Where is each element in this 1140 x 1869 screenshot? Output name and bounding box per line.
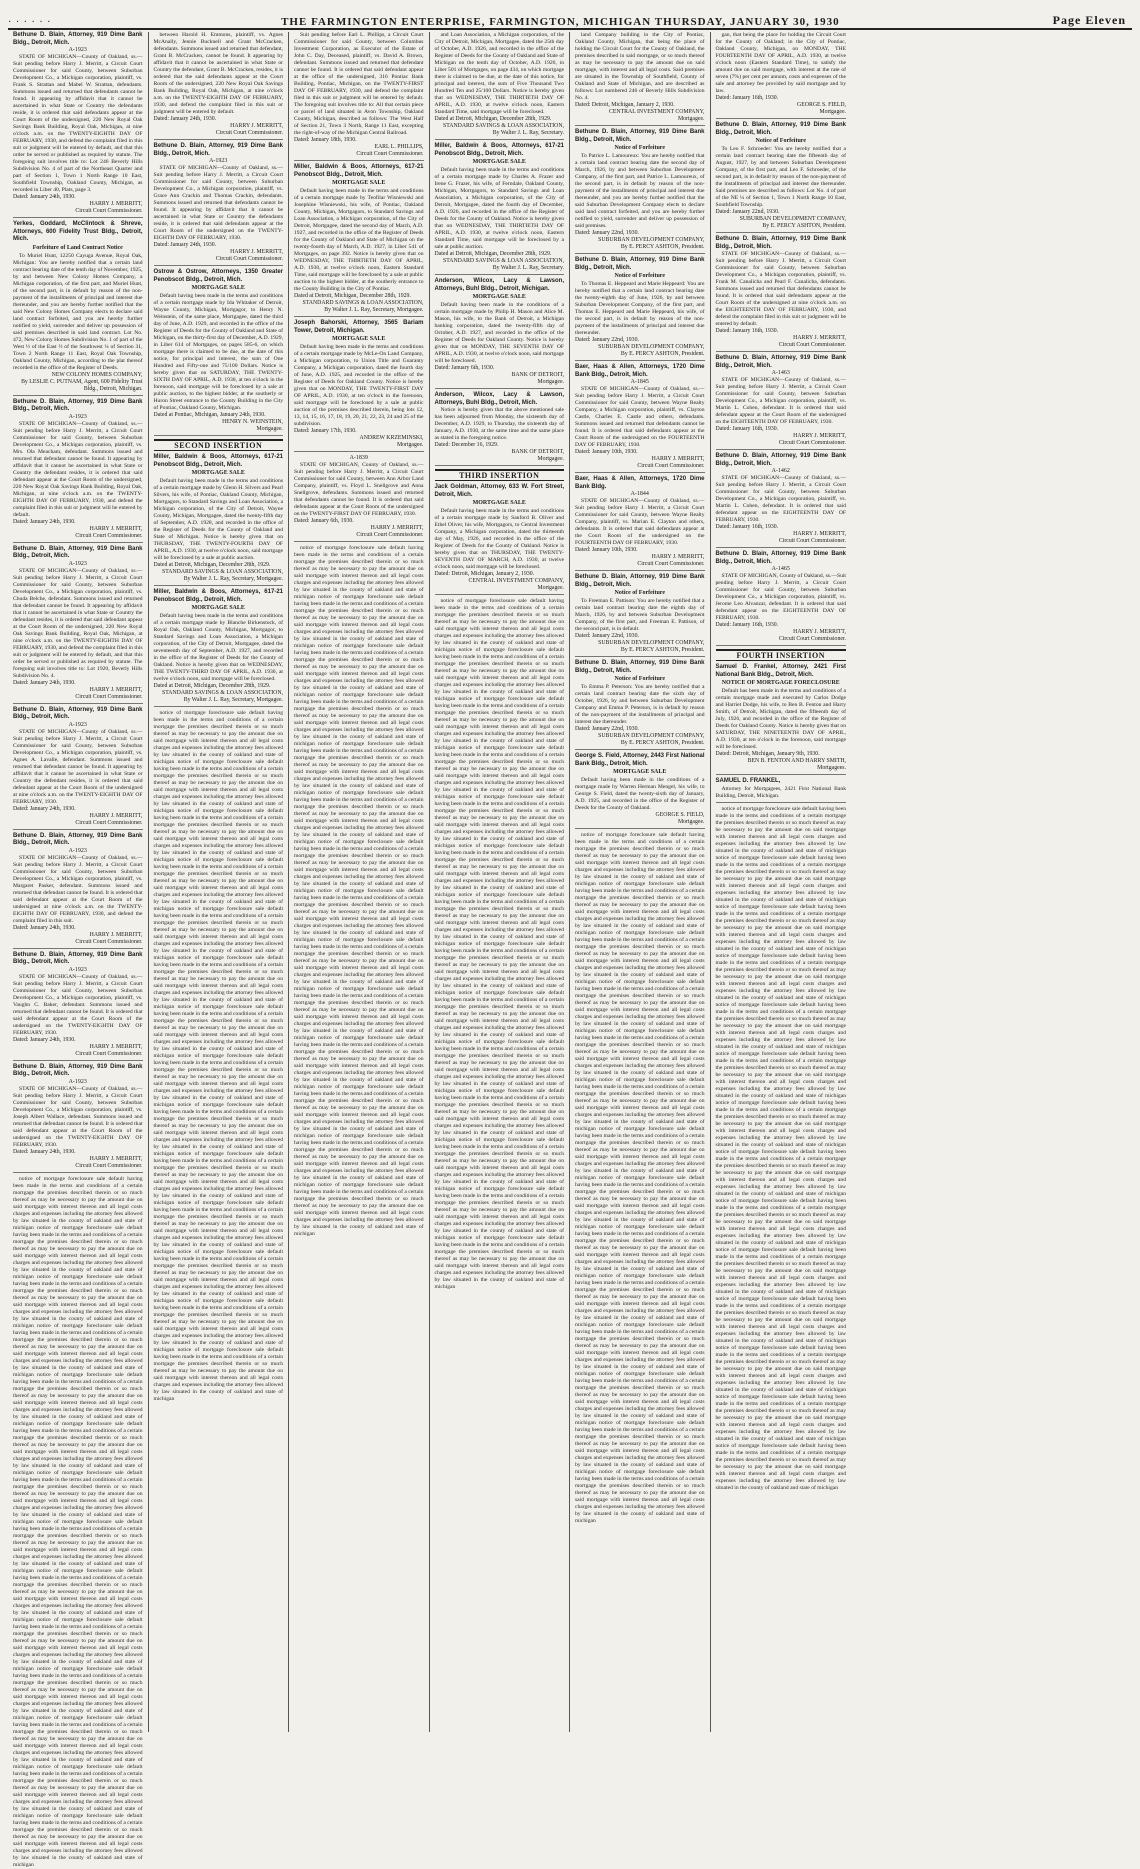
column-4	[430, 32, 571, 1732]
legal-notice	[575, 129, 705, 254]
notice-body: STATE OF MICHIGAN—County of Oakland, ss.—Suit pending before Harry J. Merritt, a Circuit Court Commissioner for said County, between Suburban Development Co., a Michigan corporation, plaintiff, vs. Frank S. Strattan and Mabel W. Strattan, defendants. Summons issued and returned that defendants cannot be found. It appearing by affidavit that it cannot be ascertained in what State or Country the defendants reside, it is ordered that said defendants appear at the Court Room of the undersigned, 220 New Royal Oak Savings Bank Building, Royal Oak, Michigan, at nine o'clock a.m. on the TWENTY-EIGHTH DAY OF FEBRUARY, 1930, and defend the complaint filed in this suit or judgment will be entered by default, and that this order be served or published as required by statute. The foregoing suit involves title to: Lot 246 Beverly Hills Subdivision No. 4 of part of the Northeast Quarter and part of Section 1, Town 1 North Range 10 East, Southfield Township, Oakland County, Michigan, as recorded in Liber 40, Plats, page 3.	[13, 54, 143, 193]
notice-signature: HARRY J. MERRITT,	[89, 1043, 143, 1050]
notice-signature-title: Circuit Court Commissioner.	[778, 342, 846, 348]
notice-attorney: Bethune D. Blain, Attorney, 919 Dime Bank Bldg., Detroit, Mich.	[13, 545, 143, 559]
notice-date: Dated: January 24th, 1930.	[13, 805, 76, 812]
notice-signature-title: Mortgagee.	[819, 109, 846, 115]
notice-body: Default having been made in the terms and conditions of a certain mortgage made by Sanford B. Oliver and Ethel Oliver, his wife, Mortgagors, to Central Investment Company, a Michigan corporation, dated the thirteenth day of May, 1926, and recorded in the office of the Register of Deeds for the County of Oakland. Notice is hereby given that on THURSDAY, THE TWENTY-SEVENTH DAY OF MARCH, A.D. 1930, at twelve o'clock noon, said mortgage will be foreclosed.	[434, 508, 564, 570]
notice-body: gan, that being the place for holding the Circuit Court for the County of Oakland; in the City of Pontiac, Oakland County, Michigan, on MONDAY, THE FOURTEENTH DAY OF APRIL, A.D. 1930, at twelve o'clock noon (Eastern Standard Time), to satisfy the amount due on said mortgage, with interest at the rate of seven (7%) per cent per annum, costs and expenses of the sale and attorney fee provided by said mortgage and by law.	[715, 32, 846, 94]
notice-attorney: Jack Goldman, Attorney, 633 W. Fort Street, Detroit, Mich.	[434, 484, 564, 498]
notice-signature: STANDARD SAVINGS & LOAN ASSOCIATION,	[302, 300, 424, 306]
notice-body: To Muriel Hunt, 12250 Cayuga Avenue, Royal Oak, Michigan: You are hereby notified that a certain land contract bearing date of the tenth day of November, 1925, by and between New Colony Homes Company, a Michigan corporation, of the first part, and Muriel Hunt, of the second part, is in default by reason of the non-payment of the installments of principal and interest due thereunder, and you are hereby further notified that the said New Colony Homes Company elects to declare said land contract forfeited, and you are hereby further notified to yield, surrender and deliver up possession of said premises described in said land contract. Lot No. 472, New Colony Homes Subdivision No. 1 of part of the West ½ of the East ½ of the Southwest ¼ of Section 31, Town 2 North Range 11 East, Royal Oak Township, Oakland County, Michigan, according to the plat thereof recorded in the office of the Register of Deeds.	[13, 252, 143, 371]
notice-body: between Harold H. Emmons, plaintiff, vs. Agnes McAnally, Jennie Bucknell and Grant McCracken, defendants. Summons issued and returned that defendant, Grant B. McCracken, cannot be found. It appearing by affidavit that it cannot be ascertained in what State or Country the defendant, Grant B. McCracken, resides, it is ordered that the said defendants appear at the Court Room of the undersigned, 220 New Royal Oak Savings Bank Building, Royal Oak, Michigan, at nine o'clock a.m. on the TWENTY-EIGHTH DAY OF FEBRUARY, 1930, and defend the complaint filed in this suit or judgment will be entered by default.	[153, 32, 283, 115]
notice-body: Default having been made in the conditions of a mortgage made by Warren Herman Mengel, his wife, to George S. Field, dated the twenty-sixth day of January, A.D. 1925, and recorded in the office of the Register of Deeds for the County of Oakland.	[575, 777, 705, 811]
notice-signature-title: By E. PERCY ASHTON, President.	[620, 740, 705, 746]
notice-number: A-1463	[771, 370, 790, 376]
notice-signature-title: Mortgagees.	[817, 765, 846, 771]
notice-attorney: Bethune D. Blain, Attorney, 919 Dime Bank Bldg., Detroit, Mich.	[13, 832, 143, 846]
notice-signature: CENTRAL INVESTMENT COMPANY,	[609, 109, 705, 115]
notice-heading: MORTGAGE SALE	[613, 769, 667, 775]
notice-date: Dated at Pontiac, Michigan, January 24th, 1930.	[153, 412, 266, 418]
notice-attorney: Baer, Haas & Allen, Attorneys, 1720 Dime Bank Bldg., Detroit, Mich.	[575, 364, 705, 378]
legal-notice	[575, 32, 705, 126]
notice-attorney: Bethune D. Blain, Attorney, 919 Dime Bank Bldg., Detroit, Mich.	[13, 951, 143, 965]
notice-date: Dated: January 24th, 1930.	[13, 1148, 76, 1155]
notice-signature-title: Circuit Court Commissioner.	[75, 693, 143, 700]
notice-signature-title: By E. PERCY ASHTON, President.	[620, 244, 705, 250]
notice-date: Dated: January 16th, 1930.	[715, 524, 779, 530]
notice-heading: MORTGAGE SALE	[472, 159, 526, 165]
notice-body: To Emma P. Peterson: You are hereby notified that a certain land contract bearing date the sixth day of October, 1926, by and between Suburban Development Company and Emma P. Peterson, is in default by reason of the non-payment of the installments of principal and interest due thereunder.	[575, 684, 705, 725]
notice-heading: Forfeiture of Land Contract Notice	[32, 244, 123, 251]
notice-body: Default has been made in the terms and conditions of a certain mortgage made and executed by Carlos Dodge and Harriet Dodge, his wife, to Ben B. Fenton and Harry Smith, of Detroit, Michigan, dated the fifteenth day of July, 1926, and recorded in the office of the Register of Deeds for Oakland County. Notice is hereby given that on SATURDAY, THE NINETEENTH DAY OF APRIL, A.D. 1930, at ten o'clock in the forenoon, said mortgage will be foreclosed.	[715, 688, 846, 750]
notice-signature-title: Circuit Court Commissioner.	[215, 256, 283, 262]
notice-signature: HARRY J. MERRITT,	[89, 931, 143, 938]
notice-date: Dated: January 16th, 1930.	[715, 426, 779, 432]
legal-notice	[575, 753, 705, 829]
legal-notice	[154, 143, 284, 266]
notice-signature-title: Mortgagee.	[677, 819, 705, 825]
notice-number: A-1923	[68, 47, 87, 53]
notice-date: Dated at Detroit, Michigan, December 28th, 1929.	[153, 683, 271, 689]
notice-attorney: Baer, Haas & Allen, Attorneys, 1720 Dime Bank Bldg.	[575, 476, 705, 490]
notice-signature: STANDARD SAVINGS & LOAN ASSOCIATION,	[161, 569, 283, 575]
notice-body: To Patrice L. Lamoureux: You are hereby notified that a certain land contract bearing date the second day of March, 1926, by and between Suburban Development Company, of the first part, and Patrice L. Lamoureux, of the second part, is in default by reason of the non-payment of the installments of principal and interest due thereunder, and you are hereby further notified that the said Suburban Development Company elects to declare said land contract forfeited, and you are hereby further notified to yield, surrender and deliver up possession of said premises.	[575, 153, 705, 229]
notice-number: A-1462	[771, 468, 790, 474]
legal-notice	[154, 454, 284, 586]
notice-signature: HARRY J. MERRITT,	[89, 812, 143, 819]
notice-date: Dated: December 16, 1929.	[434, 442, 499, 448]
notice-signature-title: Circuit Court Commissioner.	[75, 1162, 143, 1169]
notice-body: land Company building in the City of Pontiac, Oakland County, Michigan, that being the place of holding the Circuit Court for the County of Oakland, the premises described in said mortgage, or so much thereof as may be necessary to pay the amount due on said mortgage, with interest and all legal costs. Said premises are situated in the Township of Southfield, County of Oakland and State of Michigan, and are described as follows: Lot numbered 246 of Beverly Hills Subdivision No. 4.	[575, 32, 705, 101]
notice-signature-title: By E. PERCY ASHTON, President.	[620, 351, 705, 357]
notice-signature: CENTRAL INVESTMENT COMPANY,	[468, 578, 564, 584]
notice-heading: Notice of Forfeiture	[755, 138, 807, 144]
notice-signature: NEW COLONY HOMES COMPANY,	[51, 371, 143, 378]
notice-date: Dated: January 16th, 1930.	[715, 95, 779, 101]
notice-signature: HARRY J. MERRITT,	[651, 456, 705, 462]
notice-number: A-1923	[68, 721, 87, 728]
notice-body: and Loan Association, a Michigan corporation, of the City of Detroit, Michigan, Mortgagee, dated the 25th day of October, A.D. 1926, and recorded in the office of the Register of Deeds for the County of Oakland and State of Michigan on the tenth day of October, A.D. 1926, in Liber 501 of Mortgages, on page 434, on which mortgage there is claimed to be due, at the date of this notice, for principal and interest, the sum of Five Thousand Two Hundred Ten and 25/100 Dollars. Notice is hereby given that on WEDNESDAY, THE THIRTIETH DAY OF APRIL, A.D. 1930, at twelve o'clock noon, Eastern Standard Time, said mortgage will be foreclosed.	[434, 32, 564, 115]
notice-attorney: Miller, Baldwin & Boos, Attorneys, 617-21 Penobscot Bldg., Detroit, Mich.	[153, 589, 283, 603]
notice-signature: HARRY J. MERRITT,	[793, 629, 846, 635]
notice-signature: STANDARD SAVINGS & LOAN ASSOCIATION,	[442, 258, 564, 264]
notice-date: Dated: January 24th, 1930.	[153, 116, 217, 122]
legal-notice	[154, 269, 284, 436]
legal-notice	[575, 660, 705, 750]
notice-attorney: SAMUEL D. FRANKEL,	[715, 778, 781, 784]
notice-date: Dated: January 16th, 1930.	[715, 328, 779, 334]
notice-date: Dated at Detroit, Michigan, December 28th, 1929.	[434, 116, 552, 122]
legal-notice	[716, 236, 847, 352]
notice-attorney: Joseph Bahorski, Attorney, 3565 Bariam Tower, Detroit, Michigan.	[294, 320, 424, 334]
notice-signature-title: Circuit Court Commissioner.	[778, 440, 846, 446]
legal-notice	[435, 143, 565, 275]
notice-body: To Freeman E. Pattison: You are hereby notified that a certain land contract bearing date the eighth day of March, 1926, by and between Suburban Development Company, of the first part, and Freeman E. Pattison, of the second part, is in default.	[575, 598, 705, 632]
notice-attorney: Bethune D. Blain, Attorney, 919 Dime Bank Bldg., Detroit, Mich.	[575, 257, 705, 271]
notice-signature: HARRY J. MERRITT,	[230, 123, 283, 129]
notice-body: STATE OF MICHIGAN—County of Oakland, ss.—Suit pending before Harry J. Merritt, a Circuit Court Commissioner for said County, between Suburban Development Co., a Michigan corporation, plaintiff, vs. Agnes A. Lavalle, defendant. Summons issued and returned that defendant cannot be found. It appearing by affidavit that it cannot be ascertained in what State or Country the defendant resides, it is ordered that said defendant appear at the Court Room of the undersigned at nine o'clock a.m. on the TWENTY-EIGHTH DAY OF FEBRUARY, 1930.	[13, 728, 143, 805]
column-filler-text: notice of mortgage foreclosure sale default having been made in the terms and conditions of a certain mortgage the premises described therein or so much thereof as may be necessary to pay the amount due on said mortgage with interest thereon and all legal costs charges and expenses including the attorney fees allowed by law situated in the county of oakland and state of michigan notice of mortgage foreclosure sale default having been made in the terms and conditions of a certain mortgage the premises described therein or so much thereof as may be necessary to pay the amount due on said mortgage with interest thereon and all legal costs charges and expenses including the attorney fees allowed by law situated in the county of oakland and state of michigan notice of mortgage foreclosure sale default having been made in the terms and conditions of a certain mortgage the premises described therein or so much thereof as may be necessary to pay the amount due on said mortgage with interest thereon and all legal costs charges and expenses including the attorney fees allowed by law situated in the county of oakland and state of michigan notice of mortgage foreclosure sale default having been made in the terms and conditions of a certain mortgage the premises described therein or so much thereof as may be necessary to pay the amount due on said mortgage with interest thereon and all legal costs charges and expenses including the attorney fees allowed by law situated in the county of oakland and state of michigan notice of mortgage foreclosure sale default having been made in the terms and conditions of a certain mortgage the premises described therein or so much thereof as may be necessary to pay the amount due on said mortgage with interest thereon and all legal costs charges and expenses including the attorney fees allowed by law situated in the county of oakland and state of michigan notice of mortgage foreclosure sale default having been made in the terms and conditions of a certain mortgage the premises described therein or so much thereof as may be necessary to pay the amount due on said mortgage with interest thereon and all legal costs charges and expenses including the attorney fees allowed by law situated in the county of oakland and state of michigan notice of mortgage foreclosure sale default having been made in the terms and conditions of a certain mortgage the premises described therein or so much thereof as may be necessary to pay the amount due on said mortgage with interest thereon and all legal costs charges and expenses including the attorney fees allowed by law situated in the county of oakland and state of michigan notice of mortgage foreclosure sale default having been made in the terms and conditions of a certain mortgage the premises described therein or so much thereof as may be necessary to pay the amount due on said mortgage with interest thereon and all legal costs charges and expenses including the attorney fees allowed by law situated in the county of oakland and state of michigan notice of mortgage foreclosure sale default having been made in the terms and conditions of a certain mortgage the premises described therein or so much thereof as may be necessary to pay the amount due on said mortgage with interest thereon and all legal costs charges and expenses including the attorney fees allowed by law situated in the county of oakland and state of michigan notice of mortgage foreclosure sale default having been made in the terms and conditions of a certain mortgage the premises described therein or so much thereof as may be necessary to pay the amount due on said mortgage with interest thereon and all legal costs charges and expenses including the attorney fees allowed by law situated in the county of oakland and state of michigan notice of mortgage foreclosure sale default having been made in the terms and conditions of a certain mortgage the premises described therein or so much thereof as may be necessary to pay the amount due on said mortgage with interest thereon and all legal costs charges and expenses including the attorney fees allowed by law situated in the county of oakland and state of michigan notice of mortgage foreclosure sale default having been made in the terms and conditions of a certain mortgage the premises described therein or so much thereof as may be necessary to pay the amount due on said mortgage with interest thereon and all legal costs charges and expenses including the attorney fees allowed by law situated in the county of oakland and state of michigan notice of mortgage foreclosure sale default having been made in the terms and conditions of a certain mortgage the premises described therein or so much thereof as may be necessary to pay the amount due on said mortgage with interest thereon and all legal costs charges and expenses including the attorney fees allowed by law situated in the county of oakland and state of michigan notice of mortgage foreclosure sale default having been made in the terms and conditions of a certain mortgage the premises described therein or so much thereof as may be necessary to pay the amount due on said mortgage with interest thereon and all legal costs charges and expenses including the attorney fees allowed by law situated in the county of oakland and state of michigan	[13, 1175, 143, 1868]
legal-notice	[575, 257, 705, 361]
legal-notice	[716, 355, 847, 450]
notice-signature: HENRY N. WEINSTEIN,	[222, 419, 283, 425]
notice-attorney: Bethune D. Blain, Attorney, 919 Dime Bank Bldg., Detroit, Mich.	[13, 706, 143, 720]
notice-signature-title: Mortgagee.	[396, 442, 424, 448]
notice-date: Dated: January 22nd, 1930.	[575, 230, 639, 236]
notice-heading: MORTGAGE SALE	[472, 294, 526, 300]
notice-heading: Notice of Forfeiture	[614, 273, 666, 279]
notice-signature-title: Circuit Court Commissioner.	[75, 819, 143, 826]
notice-body: Default having been made in the conditions of a certain mortgage made by Philip H. Mason and Alice M. Mason, his wife, to the Bank of Detroit, a Michigan banking corporation, dated the twenty-fifth day of October, A.D. 1927, and recorded in the office of the Register of Deeds for Oakland County. Notice is hereby given that on MONDAY, THE SEVENTH DAY OF APRIL, A.D. 1930, at twelve o'clock noon, said mortgage will be foreclosed.	[434, 302, 564, 364]
notice-attorney: Samuel D. Frankel, Attorney, 2421 First National Bank Bldg., Detroit, Mich.	[715, 664, 846, 678]
notice-signature: STANDARD SAVINGS & LOAN ASSOCIATION,	[161, 690, 283, 696]
legal-notice	[294, 320, 424, 452]
notice-date: Dated: January 22nd, 1930.	[575, 726, 639, 732]
legal-notice	[435, 32, 565, 140]
notice-number: A-1923	[209, 158, 228, 164]
legal-notice	[716, 551, 847, 646]
notice-body: STATE OF MICHIGAN, County of Oakland, ss.—Suit pending before Harry J. Merritt, a Circuit Court Commissioner for said County, between Ann Arbor Land Company, plaintiff, vs. Floyd L. Snellgrove and Anna Snellgrove, defendants. Summons issued and returned that defendants cannot be found. It is ordered that said defendants appear at the Court Room of the undersigned on the TWENTY-FIRST DAY OF FEBRUARY, 1930.	[294, 462, 424, 517]
legal-notice	[716, 122, 847, 233]
notice-signature-title: Circuit Court Commissioner.	[778, 636, 846, 642]
notice-signature-title: Circuit Court Commissioner.	[75, 1050, 143, 1057]
notice-signature-title: Mortgagee.	[537, 456, 564, 462]
notice-signature: GEORGE S. FIELD,	[655, 812, 705, 818]
notice-body: Default having been made in the terms and conditions of a certain mortgage made by Glenn H. Silvers and Pearl Silvers, his wife, of Pontiac, Oakland County, Michigan, Mortgagors, to Standard Savings and Loan Association, a Michigan corporation, of the City of Detroit, Wayne County, Michigan, Mortgagee, dated the twenty-fifth day of September, A.D. 1928, and recorded in the office of the Register of Deeds for the County of Oakland and State of Michigan. Notice is hereby given that on THURSDAY, THE TWENTY-FOURTH DAY OF APRIL, A.D. 1930, at twelve o'clock noon, said mortgage will be foreclosed by a sale at public auction.	[153, 478, 283, 561]
notice-body: Suit pending before Earl L. Phillips, a Circuit Court Commissioner for said County, between Columbus Investment Corporation, as Executor of the Estate of John C. Day, Deceased, plaintiff, vs. David A. Brown, defendant. Summons issued and returned that defendant cannot be found. It is ordered that said defendant appear at the office of the undersigned, 316 Pontiac Bank Building, Pontiac, Michigan, on the TWENTY-FIRST DAY OF FEBRUARY, 1930, and defend the complaint filed in this suit or judgment will be entered by default. The foregoing suit involves title to: All that certain piece or parcel of land situated in Avon Township, Oakland County, Michigan, described as follows: The West Half of Section 21, Town 3 North, Range 11 East, excepting the right-of-way of the Michigan Central Railroad.	[294, 32, 424, 136]
notice-signature-title: Circuit Court Commissioner.	[356, 151, 424, 157]
legal-notice	[575, 574, 705, 657]
notice-signature-title: Circuit Court Commissioner.	[637, 561, 705, 567]
notice-body: STATE OF MICHIGAN—County of Oakland, ss.—Suit pending before Harry J. Merritt, a Circuit Court Commissioner for said County, between Suburban Development Co., a Michigan corporation, plaintiff, vs. Vaughn C. Baker, defendant. Summons issued and returned that defendant cannot be found. It is ordered that said defendant appear at the Court Room of the undersigned on the TWENTY-EIGHTH DAY OF FEBRUARY, 1930.	[13, 973, 143, 1036]
notice-heading: NOTICE OF MORTGAGE FORECLOSURE	[721, 680, 840, 686]
notice-signature: HARRY J. MERRITT,	[370, 525, 424, 531]
notice-signature-title: By Walter J. L. Ray, Secretary, Mortgagee.	[183, 697, 283, 703]
notice-date: Dated: January 24th, 1930.	[13, 1036, 76, 1043]
notice-heading: MORTGAGE SALE	[191, 470, 245, 476]
legal-notice	[435, 484, 565, 595]
notice-date: Dated: January 18th, 1930.	[294, 137, 357, 143]
notice-date: Dated: January 10th, 1930.	[575, 547, 638, 553]
notice-attorney: Bethune D. Blain, Attorney, 919 Dime Bank Bldg., Detroit, Mich.	[153, 143, 283, 157]
legal-notice	[13, 546, 143, 704]
notice-body: STATE OF MICHIGAN—County of Oakland, ss.—Suit pending before Harry J. Merritt, a Circuit Court Commissioner for said County, between Suburban Development Co., a Michigan corporation, plaintiff, vs. Grace Ann Crackin and Thomas Crackin, defendants. Summons issued and returned that defendants cannot be found. It appearing by affidavit that it cannot be ascertained in what State or Country the defendants reside, it is ordered that said defendants appear at the Court Room of the undersigned on the TWENTY-EIGHTH DAY OF FEBRUARY, 1930.	[153, 165, 283, 241]
notice-date: Dated: January 24th, 1930.	[13, 518, 76, 525]
notice-date: Dated: January 6th, 1930.	[294, 518, 354, 524]
notice-body: To Leo F. Schroeder: You are hereby notified that a certain land contract bearing date the fifteenth day of August, 1927, by and between Suburban Development Company, of the first part, and Leo F. Schroeder, of the second part, is in default by reason of the non-payment of the installments of principal and interest due thereunder. Said premises are described as follows: Lot No. 4 of part of the NE ¼ of Section 1, Town 1 North Range 10 East, Southfield Township.	[715, 146, 846, 208]
notice-date: Dated at Detroit, Michigan, December 28th, 1929.	[434, 251, 552, 257]
legal-notice	[716, 453, 847, 548]
notice-signature-title: By Walter J. L. Ray, Secretary, Mortgagee.	[324, 307, 424, 313]
notice-signature-title: Circuit Court Commissioner.	[778, 538, 846, 544]
notice-body: Notice is hereby given that the above mentioned sale has been adjourned from Monday, the sixteenth day of December, A.D. 1929, to Thursday, the sixteenth day of January, A.D. 1930, at the same time and the same place as stated in the foregoing notice.	[434, 407, 564, 441]
notice-signature: ANDREW KRZEMINSKI,	[359, 435, 424, 441]
legal-notice	[13, 221, 143, 396]
notice-date: Dated: January 24th, 1930.	[13, 194, 76, 200]
notice-signature: BANK OF DETROIT,	[511, 372, 564, 378]
legal-notice	[716, 32, 847, 119]
notice-signature: HARRY J. MERRITT,	[89, 1155, 143, 1162]
notice-heading: MORTGAGE SALE	[332, 336, 386, 342]
notice-body: Default having been made in the terms and conditions of a certain mortgage made by Blanche Birkenstock, of Royal Oak, Oakland County, Michigan, Mortgagor, to Standard Savings and Loan Association, a Michigan corporation, of the City of Detroit, Mortgagee, dated the seventeenth day of September, A.D. 1927, and recorded in the office of the Register of Deeds for the County of Oakland. Notice is hereby given that on WEDNESDAY, THE TWENTY-THIRD DAY OF APRIL, A.D. 1930, at twelve o'clock noon, said mortgage will be foreclosed.	[153, 613, 283, 682]
legal-notice	[575, 364, 705, 473]
legal-notice	[716, 664, 847, 775]
notice-body: Default having been made in the terms and conditions of a certain mortgage made by Teofilar Wisniewski and Josephine Wisniewski, his wife, of Pontiac, Oakland County, Michigan, Mortgagors, to Standard Savings and Loan Association, a Michigan corporation, of the City of Detroit, Mortgagee, dated the second day of March, A.D. 1927, and recorded in the office of the Register of Deeds for the County of Oakland and State of Michigan on the twenty-fourth day of March, A.D. 1927, in Liber 541 of Mortgages, on page 392. Notice is hereby given that on WEDNESDAY, THE THIRTIETH DAY OF APRIL, A.D. 1930, at twelve o'clock noon, Eastern Standard Time, said mortgage will be foreclosed by a sale at public auction to the highest bidder, at the southerly entrance to the County Building in the City of Pontiac.	[294, 188, 424, 292]
section-heading: SECOND INSERTION	[154, 439, 284, 451]
notice-date: Dated: January 22nd, 1930.	[715, 209, 780, 215]
notice-attorney: Bethune D. Blain, Attorney, 919 Dime Bank Bldg., Detroit, Mich.	[715, 236, 846, 250]
notice-signature-title: By Walter J. L. Ray, Secretary, Mortgagee.	[183, 576, 283, 582]
notice-body: Attorney for Mortgagees, 2421 First National Bank Building, Detroit, Michigan.	[715, 785, 846, 799]
notice-signature: HARRY J. MERRITT,	[793, 531, 846, 537]
notice-signature-title: Mortgagee.	[537, 379, 564, 385]
notice-body: STATE OF MICHIGAN—County of Oakland, ss.—Suit pending before Harry J. Merritt, a Circuit Court Commissioner for said County, between Suburban Development Co., a Michigan corporation, plaintiff, vs. Martin L. Cohen, defendant. It is ordered that said defendant appear at the Court Room of the undersigned on the EIGHTEENTH DAY OF FEBRUARY, 1930.	[715, 377, 846, 425]
notice-date: Dated: January 22nd, 1930.	[575, 337, 639, 343]
notice-attorney: Ostrow & Ostrow, Attorneys, 1350 Greater Penobscot Bldg., Detroit, Mich.	[153, 269, 283, 283]
notice-signature-title: Circuit Court Commissioner.	[75, 938, 143, 945]
notice-attorney: Bethune D. Blain, Attorney, 919 Dime Bank Bldg., Detroit, Mich.	[715, 355, 846, 369]
column-2	[149, 32, 290, 1732]
legal-notice	[13, 1064, 143, 1173]
legal-notice	[294, 32, 424, 161]
notice-number: A-1923	[68, 966, 87, 973]
masthead	[8, 6, 1132, 30]
notice-heading: Notice of Forfeiture	[614, 676, 666, 682]
notice-date: Dated: Detroit, Michigan, January 2, 1930.	[575, 102, 675, 108]
notice-attorney: Bethune D. Blain, Attorney, 919 Dime Bank Bldg., Detroit, Mich.	[575, 660, 705, 674]
columns-container	[8, 32, 1132, 1868]
legal-notice	[13, 833, 143, 949]
notice-signature-title: Mortgagee.	[537, 585, 564, 591]
notice-attorney: Bethune D. Blain, Attorney, 919 Dime Bank Bldg., Detroit, Mich.	[715, 122, 846, 136]
notice-signature: HARRY J. MERRITT,	[793, 335, 846, 341]
notice-signature: STANDARD SAVINGS & LOAN ASSOCIATION,	[442, 123, 564, 129]
legal-notice	[13, 32, 143, 218]
notice-heading: Notice of Forfeiture	[614, 590, 666, 596]
notice-date: Dated: January 24th, 1930.	[13, 924, 76, 931]
notice-date: Dated: January 24th, 1930.	[153, 242, 217, 248]
notice-date: Dated: January 10th, 1930.	[575, 449, 638, 455]
column-6	[711, 32, 852, 1732]
notice-signature-title: By Walter J. L. Ray, Secretary.	[492, 265, 564, 271]
notice-signature: HARRY J. MERRITT,	[793, 433, 846, 439]
legal-notice	[154, 589, 284, 707]
notice-signature: BEN B. FENTON AND HARRY SMITH,	[747, 758, 846, 764]
column-1	[8, 32, 149, 1868]
notice-attorney: Miller, Baldwin & Boos, Attorneys, 617-21 Penobscot Bldg., Detroit, Mich.	[294, 164, 424, 178]
notice-number: A-1839	[349, 455, 368, 461]
notice-signature-title: By LESLIE C. PUTNAM, Agent, 600 Fidelity Trust Bldg., Detroit, Michigan.	[21, 378, 143, 392]
notice-signature-title: Circuit Court Commissioner.	[637, 463, 705, 469]
notice-date: Dated at Detroit, Michigan, December 28th, 1929.	[294, 293, 411, 299]
notice-body: Default having been made in the terms and conditions of a certain mortgage made by Charles A. Frazer and Irene G. Frazer, his wife, of Ferndale, Oakland County, Michigan, Mortgagors, to Standard Savings and Loan Association, a Michigan corporation, of the City of Detroit, Mortgagee, dated the fourth day of December, A.D. 1926, and recorded in the office of the Register of Deeds for the County of Oakland. Notice is hereby given that on WEDNESDAY, THE THIRTIETH DAY OF APRIL, A.D. 1930, at twelve o'clock noon, Eastern Standard Time, said mortgage will be foreclosed by a sale at public auction.	[434, 167, 564, 250]
notice-attorney: Anderson, Wilcox, Lacy & Lawson, Attorneys, Buhl Bldg., Detroit, Michigan.	[434, 278, 564, 292]
notice-number: A-1923	[68, 1078, 87, 1085]
notice-attorney: George S. Field, Attorney, 2443 First National Bank Bldg., Detroit, Mich.	[575, 753, 705, 767]
notice-body: To Thomas E. Heppeard and Marie Heppeard: You are hereby notified that a certain land contract bearing date the twenty-eighth day of June, 1926, by and between Suburban Development Company, of the first part, and Thomas E. Heppeard and Marie Heppeard, his wife, of the second part, is in default by reason of the non-payment of the installments of principal and interest due thereunder.	[575, 281, 705, 336]
column-filler-text: notice of mortgage foreclosure sale default having been made in the terms and conditions of a certain mortgage the premises described therein or so much thereof as may be necessary to pay the amount due on said mortgage with interest thereon and all legal costs charges and expenses including the attorney fees allowed by law situated in the county of oakland and state of michigan notice of mortgage foreclosure sale default having been made in the terms and conditions of a certain mortgage the premises described therein or so much thereof as may be necessary to pay the amount due on said mortgage with interest thereon and all legal costs charges and expenses including the attorney fees allowed by law situated in the county of oakland and state of michigan notice of mortgage foreclosure sale default having been made in the terms and conditions of a certain mortgage the premises described therein or so much thereof as may be necessary to pay the amount due on said mortgage with interest thereon and all legal costs charges and expenses including the attorney fees allowed by law situated in the county of oakland and state of michigan notice of mortgage foreclosure sale default having been made in the terms and conditions of a certain mortgage the premises described therein or so much thereof as may be necessary to pay the amount due on said mortgage with interest thereon and all legal costs charges and expenses including the attorney fees allowed by law situated in the county of oakland and state of michigan notice of mortgage foreclosure sale default having been made in the terms and conditions of a certain mortgage the premises described therein or so much thereof as may be necessary to pay the amount due on said mortgage with interest thereon and all legal costs charges and expenses including the attorney fees allowed by law situated in the county of oakland and state of michigan notice of mortgage foreclosure sale default having been made in the terms and conditions of a certain mortgage the premises described therein or so much thereof as may be necessary to pay the amount due on said mortgage with interest thereon and all legal costs charges and expenses including the attorney fees allowed by law situated in the county of oakland and state of michigan notice of mortgage foreclosure sale default having been made in the terms and conditions of a certain mortgage the premises described therein or so much thereof as may be necessary to pay the amount due on said mortgage with interest thereon and all legal costs charges and expenses including the attorney fees allowed by law situated in the county of oakland and state of michigan notice of mortgage foreclosure sale default having been made in the terms and conditions of a certain mortgage the premises described therein or so much thereof as may be necessary to pay the amount due on said mortgage with interest thereon and all legal costs charges and expenses including the attorney fees allowed by law situated in the county of oakland and state of michigan notice of mortgage foreclosure sale default having been made in the terms and conditions of a certain mortgage the premises described therein or so much thereof as may be necessary to pay the amount due on said mortgage with interest thereon and all legal costs charges and expenses including the attorney fees allowed by law situated in the county of oakland and state of michigan notice of mortgage foreclosure sale default having been made in the terms and conditions of a certain mortgage the premises described therein or so much thereof as may be necessary to pay the amount due on said mortgage with interest thereon and all legal costs charges and expenses including the attorney fees allowed by law situated in the county of oakland and state of michigan notice of mortgage foreclosure sale default having been made in the terms and conditions of a certain mortgage the premises described therein or so much thereof as may be necessary to pay the amount due on said mortgage with interest thereon and all legal costs charges and expenses including the attorney fees allowed by law situated in the county of oakland and state of michigan notice of mortgage foreclosure sale default having been made in the terms and conditions of a certain mortgage the premises described therein or so much thereof as may be necessary to pay the amount due on said mortgage with interest thereon and all legal costs charges and expenses including the attorney fees allowed by law situated in the county of oakland and state of michigan notice of mortgage foreclosure sale default having been made in the terms and conditions of a certain mortgage the premises described therein or so much thereof as may be necessary to pay the amount due on said mortgage with interest thereon and all legal costs charges and expenses including the attorney fees allowed by law situated in the county of oakland and state of michigan notice of mortgage foreclosure sale default having been made in the terms and conditions of a certain mortgage the premises described therein or so much thereof as may be necessary to pay the amount due on said mortgage with interest thereon and all legal costs charges and expenses including the attorney fees allowed by law situated in the county of oakland and state of michigan	[715, 805, 846, 1491]
notice-attorney: Bethune D. Blain, Attorney, 919 Dime Bank Bldg., Detroit, Mich.	[13, 398, 143, 412]
notice-number: A-1923	[68, 413, 87, 420]
notice-date: Dated: Detroit, Michigan, January 2, 1930.	[434, 571, 535, 577]
legal-notice	[154, 32, 284, 140]
notice-heading: MORTGAGE SALE	[472, 500, 526, 506]
notice-number: A-1923	[68, 847, 87, 854]
notice-number: A-1845	[630, 379, 649, 385]
notice-body: STATE OF MICHIGAN—County of Oakland, ss.—Suit pending before Harry J. Merritt, a Circuit Court Commissioner for said County, between Suburban Development Co., a Michigan corporation, plaintiff, vs. Mrs. Ola Meacham, defendant. Summons issued and returned that defendant cannot be found. It appearing by affidavit that it cannot be ascertained in what State or Country the defendant resides, it is ordered that said defendant appear at the Court Room of the undersigned, 220 New Royal Oak Savings Bank Building, Royal Oak, Michigan, at nine o'clock a.m. on the TWENTY-EIGHTH DAY OF FEBRUARY, 1930, and defend the complaint filed in this suit or judgment will be entered by default.	[13, 420, 143, 518]
column-5	[570, 32, 711, 1732]
notice-attorney: Miller, Baldwin & Boos, Attorneys, 617-21 Penobscot Bldg., Detroit, Mich.	[434, 143, 564, 157]
notice-body: Default having been made in the terms and conditions of a certain mortgage made by McLe-On Land Company, a Michigan corporation, to Union Title and Guaranty Company, a Michigan corporation, dated the fourth day of June, A.D. 1925, and recorded in the office of the Register of Deeds for Oakland County. Notice is hereby given that on MONDAY, THE TWENTY-FIRST DAY OF APRIL, A.D. 1930, at ten o'clock in the forenoon, said mortgage will be foreclosed by a sale at public auction of the premises described therein, being lots 12, 13, 14, 15, 16, 17, 18, 19, 20, 21, 22, 23, 24 and 25 of the subdivision.	[294, 344, 424, 427]
notice-signature-title: Circuit Court Commissioner.	[356, 532, 424, 538]
notice-heading: Notice of Forfeiture	[614, 145, 666, 151]
notice-signature: HARRY J. MERRITT,	[89, 201, 143, 207]
notice-date: Dated: Detroit, Michigan, January 9th, 1930.	[715, 751, 820, 757]
notice-signature: BANK OF DETROIT,	[511, 449, 564, 455]
notice-body: STATE OF MICHIGAN—County of Oakland, ss.—Suit pending before Harry J. Merritt, a Circuit Court Commissioner for said County, between Suburban Development Co., a Michigan corporation, plaintiff, vs. Frank M. Canalicha and Pearl F. Canalicha, defendants. Summons issued and returned that defendants cannot be found. It is ordered that said defendants appear at the Court Room of the undersigned at nine o'clock a.m. on the EIGHTEENTH DAY OF FEBRUARY, 1930, and defend the complaint filed in this suit or judgment will be entered by default.	[715, 251, 846, 327]
notice-body: STATE OF MICHIGAN—County of Oakland, ss.—Suit pending before Harry J. Merritt, a Circuit Court Commissioner for said County, between Suburban Development Co., a Michigan corporation, plaintiff, vs. Martin L. Cohen, defendant. It is ordered that said defendant appear on the EIGHTEENTH DAY OF FEBRUARY, 1930.	[715, 475, 846, 523]
notice-signature: HARRY J. MERRITT,	[89, 525, 143, 532]
notice-body: STATE OF MICHIGAN—County of Oakland, ss.—Suit pending before Harry J. Merritt, a Circuit Court Commissioner for said County, between Suburban Development Co., a Michigan corporation, plaintiff, vs. Chuda Belche, defendant. Summons issued and returned that defendant cannot be found. It appearing by affidavit that it cannot be ascertained in what State or Country the defendant resides, it is ordered that said defendant appear at the Court Room of the undersigned, 220 New Royal Oak Savings Bank Building, Royal Oak, Michigan, at nine o'clock a.m. on the TWENTY-EIGHTH DAY OF FEBRUARY, 1930, and defend the complaint filed in this suit or judgment will be entered by default, and that this order be served or published as required by statute. The foregoing suit involves title to: Lot 1920, Beverly Hills Subdivision No. 4.	[13, 567, 143, 679]
notice-signature: SUBURBAN DEVELOPMENT COMPANY,	[598, 733, 705, 739]
notice-signature: HARRY J. MERRITT,	[89, 686, 143, 693]
notice-attorney: Bethune D. Blain, Attorney, 919 Dime Bank Bldg., Detroit, Mich.	[715, 551, 846, 565]
column-filler-text: notice of mortgage foreclosure sale default having been made in the terms and conditions of a certain mortgage the premises described therein or so much thereof as may be necessary to pay the amount due on said mortgage with interest thereon and all legal costs charges and expenses including the attorney fees allowed by law situated in the county of oakland and state of michigan notice of mortgage foreclosure sale default having been made in the terms and conditions of a certain mortgage the premises described therein or so much thereof as may be necessary to pay the amount due on said mortgage with interest thereon and all legal costs charges and expenses including the attorney fees allowed by law situated in the county of oakland and state of michigan notice of mortgage foreclosure sale default having been made in the terms and conditions of a certain mortgage the premises described therein or so much thereof as may be necessary to pay the amount due on said mortgage with interest thereon and all legal costs charges and expenses including the attorney fees allowed by law situated in the county of oakland and state of michigan notice of mortgage foreclosure sale default having been made in the terms and conditions of a certain mortgage the premises described therein or so much thereof as may be necessary to pay the amount due on said mortgage with interest thereon and all legal costs charges and expenses including the attorney fees allowed by law situated in the county of oakland and state of michigan notice of mortgage foreclosure sale default having been made in the terms and conditions of a certain mortgage the premises described therein or so much thereof as may be necessary to pay the amount due on said mortgage with interest thereon and all legal costs charges and expenses including the attorney fees allowed by law situated in the county of oakland and state of michigan notice of mortgage foreclosure sale default having been made in the terms and conditions of a certain mortgage the premises described therein or so much thereof as may be necessary to pay the amount due on said mortgage with interest thereon and all legal costs charges and expenses including the attorney fees allowed by law situated in the county of oakland and state of michigan notice of mortgage foreclosure sale default having been made in the terms and conditions of a certain mortgage the premises described therein or so much thereof as may be necessary to pay the amount due on said mortgage with interest thereon and all legal costs charges and expenses including the attorney fees allowed by law situated in the county of oakland and state of michigan notice of mortgage foreclosure sale default having been made in the terms and conditions of a certain mortgage the premises described therein or so much thereof as may be necessary to pay the amount due on said mortgage with interest thereon and all legal costs charges and expenses including the attorney fees allowed by law situated in the county of oakland and state of michigan notice of mortgage foreclosure sale default having been made in the terms and conditions of a certain mortgage the premises described therein or so much thereof as may be necessary to pay the amount due on said mortgage with interest thereon and all legal costs charges and expenses including the attorney fees allowed by law situated in the county of oakland and state of michigan notice of mortgage foreclosure sale default having been made in the terms and conditions of a certain mortgage the premises described therein or so much thereof as may be necessary to pay the amount due on said mortgage with interest thereon and all legal costs charges and expenses including the attorney fees allowed by law situated in the county of oakland and state of michigan notice of mortgage foreclosure sale default having been made in the terms and conditions of a certain mortgage the premises described therein or so much thereof as may be necessary to pay the amount due on said mortgage with interest thereon and all legal costs charges and expenses including the attorney fees allowed by law situated in the county of oakland and state of michigan notice of mortgage foreclosure sale default having been made in the terms and conditions of a certain mortgage the premises described therein or so much thereof as may be necessary to pay the amount due on said mortgage with interest thereon and all legal costs charges and expenses including the attorney fees allowed by law situated in the county of oakland and state of michigan notice of mortgage foreclosure sale default having been made in the terms and conditions of a certain mortgage the premises described therein or so much thereof as may be necessary to pay the amount due on said mortgage with interest thereon and all legal costs charges and expenses including the attorney fees allowed by law situated in the county of oakland and state of michigan notice of mortgage foreclosure sale default having been made in the terms and conditions of a certain mortgage the premises described therein or so much thereof as may be necessary to pay the amount due on said mortgage with interest thereon and all legal costs charges and expenses including the attorney fees allowed by law situated in the county of oakland and state of michigan	[434, 598, 564, 1290]
column-3	[289, 32, 430, 1732]
notice-heading: MORTGAGE SALE	[191, 605, 245, 611]
notice-signature-title: Mortgagee.	[256, 426, 283, 432]
column-filler-text: notice of mortgage foreclosure sale default having been made in the terms and conditions of a certain mortgage the premises described therein or so much thereof as may be necessary to pay the amount due on said mortgage with interest thereon and all legal costs charges and expenses including the attorney fees allowed by law situated in the county of oakland and state of michigan notice of mortgage foreclosure sale default having been made in the terms and conditions of a certain mortgage the premises described therein or so much thereof as may be necessary to pay the amount due on said mortgage with interest thereon and all legal costs charges and expenses including the attorney fees allowed by law situated in the county of oakland and state of michigan notice of mortgage foreclosure sale default having been made in the terms and conditions of a certain mortgage the premises described therein or so much thereof as may be necessary to pay the amount due on said mortgage with interest thereon and all legal costs charges and expenses including the attorney fees allowed by law situated in the county of oakland and state of michigan notice of mortgage foreclosure sale default having been made in the terms and conditions of a certain mortgage the premises described therein or so much thereof as may be necessary to pay the amount due on said mortgage with interest thereon and all legal costs charges and expenses including the attorney fees allowed by law situated in the county of oakland and state of michigan notice of mortgage foreclosure sale default having been made in the terms and conditions of a certain mortgage the premises described therein or so much thereof as may be necessary to pay the amount due on said mortgage with interest thereon and all legal costs charges and expenses including the attorney fees allowed by law situated in the county of oakland and state of michigan notice of mortgage foreclosure sale default having been made in the terms and conditions of a certain mortgage the premises described therein or so much thereof as may be necessary to pay the amount due on said mortgage with interest thereon and all legal costs charges and expenses including the attorney fees allowed by law situated in the county of oakland and state of michigan notice of mortgage foreclosure sale default having been made in the terms and conditions of a certain mortgage the premises described therein or so much thereof as may be necessary to pay the amount due on said mortgage with interest thereon and all legal costs charges and expenses including the attorney fees allowed by law situated in the county of oakland and state of michigan notice of mortgage foreclosure sale default having been made in the terms and conditions of a certain mortgage the premises described therein or so much thereof as may be necessary to pay the amount due on said mortgage with interest thereon and all legal costs charges and expenses including the attorney fees allowed by law situated in the county of oakland and state of michigan notice of mortgage foreclosure sale default having been made in the terms and conditions of a certain mortgage the premises described therein or so much thereof as may be necessary to pay the amount due on said mortgage with interest thereon and all legal costs charges and expenses including the attorney fees allowed by law situated in the county of oakland and state of michigan notice of mortgage foreclosure sale default having been made in the terms and conditions of a certain mortgage the premises described therein or so much thereof as may be necessary to pay the amount due on said mortgage with interest thereon and all legal costs charges and expenses including the attorney fees allowed by law situated in the county of oakland and state of michigan notice of mortgage foreclosure sale default having been made in the terms and conditions of a certain mortgage the premises described therein or so much thereof as may be necessary to pay the amount due on said mortgage with interest thereon and all legal costs charges and expenses including the attorney fees allowed by law situated in the county of oakland and state of michigan notice of mortgage foreclosure sale default having been made in the terms and conditions of a certain mortgage the premises described therein or so much thereof as may be necessary to pay the amount due on said mortgage with interest thereon and all legal costs charges and expenses including the attorney fees allowed by law situated in the county of oakland and state of michigan notice of mortgage foreclosure sale default having been made in the terms and conditions of a certain mortgage the premises described therein or so much thereof as may be necessary to pay the amount due on said mortgage with interest thereon and all legal costs charges and expenses including the attorney fees allowed by law situated in the county of oakland and state of michigan notice of mortgage foreclosure sale default having been made in the terms and conditions of a certain mortgage the premises described therein or so much thereof as may be necessary to pay the amount due on said mortgage with interest thereon and all legal costs charges and expenses including the attorney fees allowed by law situated in the county of oakland and state of michigan	[153, 710, 283, 1402]
notice-attorney: Yerkes, Goddard, McClintock & Shreve, Attorneys, 600 Fidelity Trust Bldg., Detroit, Mich.	[13, 221, 143, 242]
legal-notice	[294, 455, 424, 542]
notice-attorney: Bethune D. Blain, Attorney, 919 Dime Bank Bldg., Detroit, Mich.	[575, 129, 705, 143]
notice-body: STATE OF MICHIGAN, County of Oakland, ss.—Suit pending before Harry J. Merritt, a Circuit Court Commissioner for said County, between Suburban Development Co., a Michigan corporation, plaintiff, vs. Jerome Leo Alvanzar, defendant. It is ordered that said defendant appear on the EIGHTEENTH DAY OF FEBRUARY, 1930.	[715, 573, 846, 621]
notice-signature-title: Circuit Court Commissioner.	[215, 130, 283, 136]
legal-notice	[13, 952, 143, 1061]
notice-attorney: Miller, Baldwin & Boos, Attorneys, 617-21 Penobscot Bldg., Detroit, Mich.	[153, 454, 283, 468]
notice-signature: SUBURBAN DEVELOPMENT COMPANY,	[598, 237, 705, 243]
legal-notice	[575, 476, 705, 571]
legal-notice	[716, 778, 847, 803]
notice-body: STATE OF MICHIGAN—County of Oakland, ss.—Suit pending before Harry J. Merritt, a Circuit Court Commissioner for said County, between Wayne Realty Company, a Michigan corporation, plaintiff, vs. Clayton Castle, Charles E. Castle and others, defendants. Summons issued and returned that defendants cannot be found. It is ordered that said defendants appear at the Court Room of the undersigned on the FOURTEENTH DAY OF FEBRUARY, 1930.	[575, 386, 705, 448]
notice-signature-title: By E. PERCY ASHTON, President.	[762, 223, 846, 229]
section-heading: THIRD INSERTION	[435, 469, 565, 481]
section-heading: FOURTH INSERTION	[716, 649, 847, 661]
notice-body: STATE OF MICHIGAN—County of Oakland, ss.—Suit pending before Harry J. Merritt, a Circuit Court Commissioner for said County, between Suburban Development Co., a Michigan corporation, plaintiff, vs. Margaret Pasker, defendant. Summons issued and returned that defendant cannot be found. It is ordered that said defendant appear at the Court Room of the undersigned at nine o'clock a.m. on the TWENTY-EIGHTH DAY OF FEBRUARY, 1930, and defend the complaint filed in this suit.	[13, 854, 143, 924]
column-filler-text: notice of mortgage foreclosure sale default having been made in the terms and conditions of a certain mortgage the premises described therein or so much thereof as may be necessary to pay the amount due on said mortgage with interest thereon and all legal costs charges and expenses including the attorney fees allowed by law situated in the county of oakland and state of michigan notice of mortgage foreclosure sale default having been made in the terms and conditions of a certain mortgage the premises described therein or so much thereof as may be necessary to pay the amount due on said mortgage with interest thereon and all legal costs charges and expenses including the attorney fees allowed by law situated in the county of oakland and state of michigan notice of mortgage foreclosure sale default having been made in the terms and conditions of a certain mortgage the premises described therein or so much thereof as may be necessary to pay the amount due on said mortgage with interest thereon and all legal costs charges and expenses including the attorney fees allowed by law situated in the county of oakland and state of michigan notice of mortgage foreclosure sale default having been made in the terms and conditions of a certain mortgage the premises described therein or so much thereof as may be necessary to pay the amount due on said mortgage with interest thereon and all legal costs charges and expenses including the attorney fees allowed by law situated in the county of oakland and state of michigan notice of mortgage foreclosure sale default having been made in the terms and conditions of a certain mortgage the premises described therein or so much thereof as may be necessary to pay the amount due on said mortgage with interest thereon and all legal costs charges and expenses including the attorney fees allowed by law situated in the county of oakland and state of michigan notice of mortgage foreclosure sale default having been made in the terms and conditions of a certain mortgage the premises described therein or so much thereof as may be necessary to pay the amount due on said mortgage with interest thereon and all legal costs charges and expenses including the attorney fees allowed by law situated in the county of oakland and state of michigan notice of mortgage foreclosure sale default having been made in the terms and conditions of a certain mortgage the premises described therein or so much thereof as may be necessary to pay the amount due on said mortgage with interest thereon and all legal costs charges and expenses including the attorney fees allowed by law situated in the county of oakland and state of michigan notice of mortgage foreclosure sale default having been made in the terms and conditions of a certain mortgage the premises described therein or so much thereof as may be necessary to pay the amount due on said mortgage with interest thereon and all legal costs charges and expenses including the attorney fees allowed by law situated in the county of oakland and state of michigan notice of mortgage foreclosure sale default having been made in the terms and conditions of a certain mortgage the premises described therein or so much thereof as may be necessary to pay the amount due on said mortgage with interest thereon and all legal costs charges and expenses including the attorney fees allowed by law situated in the county of oakland and state of michigan notice of mortgage foreclosure sale default having been made in the terms and conditions of a certain mortgage the premises described therein or so much thereof as may be necessary to pay the amount due on said mortgage with interest thereon and all legal costs charges and expenses including the attorney fees allowed by law situated in the county of oakland and state of michigan notice of mortgage foreclosure sale default having been made in the terms and conditions of a certain mortgage the premises described therein or so much thereof as may be necessary to pay the amount due on said mortgage with interest thereon and all legal costs charges and expenses including the attorney fees allowed by law situated in the county of oakland and state of michigan notice of mortgage foreclosure sale default having been made in the terms and conditions of a certain mortgage the premises described therein or so much thereof as may be necessary to pay the amount due on said mortgage with interest thereon and all legal costs charges and expenses including the attorney fees allowed by law situated in the county of oakland and state of michigan notice of mortgage foreclosure sale default having been made in the terms and conditions of a certain mortgage the premises described therein or so much thereof as may be necessary to pay the amount due on said mortgage with interest thereon and all legal costs charges and expenses including the attorney fees allowed by law situated in the county of oakland and state of michigan notice of mortgage foreclosure sale default having been made in the terms and conditions of a certain mortgage the premises described therein or so much thereof as may be necessary to pay the amount due on said mortgage with interest thereon and all legal costs charges and expenses including the attorney fees allowed by law situated in the county of oakland and state of michigan	[575, 832, 705, 1524]
notice-signature: SUBURBAN DEVELOPMENT COMPANY,	[598, 344, 705, 350]
legal-notice	[435, 278, 565, 389]
column-filler-text: notice of mortgage foreclosure sale default having been made in the terms and conditions of a certain mortgage the premises described therein or so much thereof as may be necessary to pay the amount due on said mortgage with interest thereon and all legal costs charges and expenses including the attorney fees allowed by law situated in the county of oakland and state of michigan notice of mortgage foreclosure sale default having been made in the terms and conditions of a certain mortgage the premises described therein or so much thereof as may be necessary to pay the amount due on said mortgage with interest thereon and all legal costs charges and expenses including the attorney fees allowed by law situated in the county of oakland and state of michigan notice of mortgage foreclosure sale default having been made in the terms and conditions of a certain mortgage the premises described therein or so much thereof as may be necessary to pay the amount due on said mortgage with interest thereon and all legal costs charges and expenses including the attorney fees allowed by law situated in the county of oakland and state of michigan notice of mortgage foreclosure sale default having been made in the terms and conditions of a certain mortgage the premises described therein or so much thereof as may be necessary to pay the amount due on said mortgage with interest thereon and all legal costs charges and expenses including the attorney fees allowed by law situated in the county of oakland and state of michigan notice of mortgage foreclosure sale default having been made in the terms and conditions of a certain mortgage the premises described therein or so much thereof as may be necessary to pay the amount due on said mortgage with interest thereon and all legal costs charges and expenses including the attorney fees allowed by law situated in the county of oakland and state of michigan notice of mortgage foreclosure sale default having been made in the terms and conditions of a certain mortgage the premises described therein or so much thereof as may be necessary to pay the amount due on said mortgage with interest thereon and all legal costs charges and expenses including the attorney fees allowed by law situated in the county of oakland and state of michigan notice of mortgage foreclosure sale default having been made in the terms and conditions of a certain mortgage the premises described therein or so much thereof as may be necessary to pay the amount due on said mortgage with interest thereon and all legal costs charges and expenses including the attorney fees allowed by law situated in the county of oakland and state of michigan notice of mortgage foreclosure sale default having been made in the terms and conditions of a certain mortgage the premises described therein or so much thereof as may be necessary to pay the amount due on said mortgage with interest thereon and all legal costs charges and expenses including the attorney fees allowed by law situated in the county of oakland and state of michigan notice of mortgage foreclosure sale default having been made in the terms and conditions of a certain mortgage the premises described therein or so much thereof as may be necessary to pay the amount due on said mortgage with interest thereon and all legal costs charges and expenses including the attorney fees allowed by law situated in the county of oakland and state of michigan notice of mortgage foreclosure sale default having been made in the terms and conditions of a certain mortgage the premises described therein or so much thereof as may be necessary to pay the amount due on said mortgage with interest thereon and all legal costs charges and expenses including the attorney fees allowed by law situated in the county of oakland and state of michigan notice of mortgage foreclosure sale default having been made in the terms and conditions of a certain mortgage the premises described therein or so much thereof as may be necessary to pay the amount due on said mortgage with interest thereon and all legal costs charges and expenses including the attorney fees allowed by law situated in the county of oakland and state of michigan notice of mortgage foreclosure sale default having been made in the terms and conditions of a certain mortgage the premises described therein or so much thereof as may be necessary to pay the amount due on said mortgage with interest thereon and all legal costs charges and expenses including the attorney fees allowed by law situated in the county of oakland and state of michigan notice of mortgage foreclosure sale default having been made in the terms and conditions of a certain mortgage the premises described therein or so much thereof as may be necessary to pay the amount due on said mortgage with interest thereon and all legal costs charges and expenses including the attorney fees allowed by law situated in the county of oakland and state of michigan notice of mortgage foreclosure sale default having been made in the terms and conditions of a certain mortgage the premises described therein or so much thereof as may be necessary to pay the amount due on said mortgage with interest thereon and all legal costs charges and expenses including the attorney fees allowed by law situated in the county of oakland and state of michigan	[294, 545, 424, 1237]
notice-number: A-1844	[630, 491, 649, 497]
page-number: Page Eleven	[1052, 13, 1126, 27]
notice-signature-title: By Walter J. L. Ray, Secretary.	[492, 130, 564, 136]
legal-notice	[13, 707, 143, 830]
legal-notice	[435, 392, 565, 466]
notice-number: A-1923	[68, 560, 87, 567]
notice-date: Dated: January 6th, 1930.	[434, 365, 495, 371]
notice-signature-title: Circuit Court Commissioner.	[75, 532, 143, 539]
notice-signature: HARRY J. MERRITT,	[651, 554, 705, 560]
notice-body: STATE OF MICHIGAN—County of Oakland, ss.—Suit pending before Harry J. Merritt, a Circuit Court Commissioner for said County, between Suburban Development Co., a Michigan corporation, plaintiff, vs. Joseph Albert Wallace, defendant. Summons issued and returned that defendant cannot be found. It is ordered that said defendant appear at the Court Room of the undersigned on the TWENTY-EIGHTH DAY OF FEBRUARY, 1930.	[13, 1085, 143, 1148]
notice-signature-title: Circuit Court Commissioner.	[75, 208, 143, 214]
notice-attorney: Anderson, Wilcox, Lacy & Lawson, Attorneys, Buhl Bldg., Detroit, Mich.	[434, 392, 564, 406]
notice-attorney: Bethune D. Blain, Attorney, 919 Dime Bank Bldg., Detroit, Mich.	[13, 32, 143, 46]
notice-date: Dated: January 17th, 1930.	[294, 428, 357, 434]
notice-number: A-1465	[771, 566, 790, 572]
notice-heading: MORTGAGE SALE	[332, 180, 386, 186]
legal-notice	[13, 399, 143, 543]
notice-attorney: Bethune D. Blain, Attorney, 919 Dime Bank Bldg., Detroit, Mich.	[575, 574, 705, 588]
notice-attorney: Bethune D. Blain, Attorney, 919 Dime Bank Bldg., Detroit, Mich.	[715, 453, 846, 467]
notice-signature-title: By E. PERCY ASHTON, President.	[620, 647, 705, 653]
notice-date: Dated: January 24th, 1930.	[13, 679, 76, 686]
notice-signature-title: Mortgagee.	[677, 116, 705, 122]
notice-signature: SUBURBAN DEVELOPMENT COMPANY,	[739, 216, 846, 222]
notice-heading: MORTGAGE SALE	[191, 285, 245, 291]
notice-date: Dated: January 22nd, 1930.	[575, 633, 639, 639]
masthead-title: THE FARMINGTON ENTERPRISE, FARMINGTON, MICHIGAN THURSDAY, JANUARY 30, 1930	[281, 16, 840, 28]
notice-date: Dated: January 16th, 1930.	[715, 622, 779, 628]
masthead-stamp: · · · · · ·	[8, 17, 52, 28]
notice-body: Default having been made in the terms and conditions of a certain mortgage made by Ida Whitaker of Detroit, Wayne County, Michigan, Mortgagor, to Henry N. Weinstein, of the same place, Mortgagee, dated the third day of June, A.D. 1929, and recorded in the office of the Register of Deeds for the County of Oakland and State of Michigan, on the thirty-first day of December, A.D. 1929, in Liber 614 of Mortgages, on pages 585-6, on which mortgage there is claimed to be due, at the date of this notice, for principal and interest, the sum of One Hundred and Fifty-one and 75/100 Dollars. Notice is hereby given that on SATURDAY, THE TWENTY-SIXTH DAY OF APRIL, A.D. 1930, at ten o'clock in the forenoon, said mortgage will be foreclosed by a sale at public auction, to the highest bidder, at the southerly or Huron Street entrance to the County Building in the City of Pontiac, Oakland County, Michigan.	[153, 293, 283, 411]
notice-date: Dated at Detroit, Michigan, December 28th, 1929.	[153, 562, 271, 568]
notice-signature: EARL L. PHILLIPS,	[374, 144, 424, 150]
notice-attorney: Bethune D. Blain, Attorney, 919 Dime Bank Bldg., Detroit, Mich.	[13, 1063, 143, 1077]
notice-signature: SUBURBAN DEVELOPMENT COMPANY,	[598, 640, 705, 646]
notice-signature: GEORGE S. FIELD,	[797, 102, 846, 108]
notice-body: STATE OF MICHIGAN—County of Oakland, ss.—Suit pending before Harry J. Merritt, a Circuit Court Commissioner for said County, between Wayne Realty Company, plaintiff, vs. Marian E. Clayton and others, defendants. It is ordered that said defendants appear at the Court Room of the undersigned on the FOURTEENTH DAY OF FEBRUARY, 1930.	[575, 498, 705, 546]
notice-signature: HARRY J. MERRITT,	[230, 249, 283, 255]
legal-notice	[294, 164, 424, 317]
